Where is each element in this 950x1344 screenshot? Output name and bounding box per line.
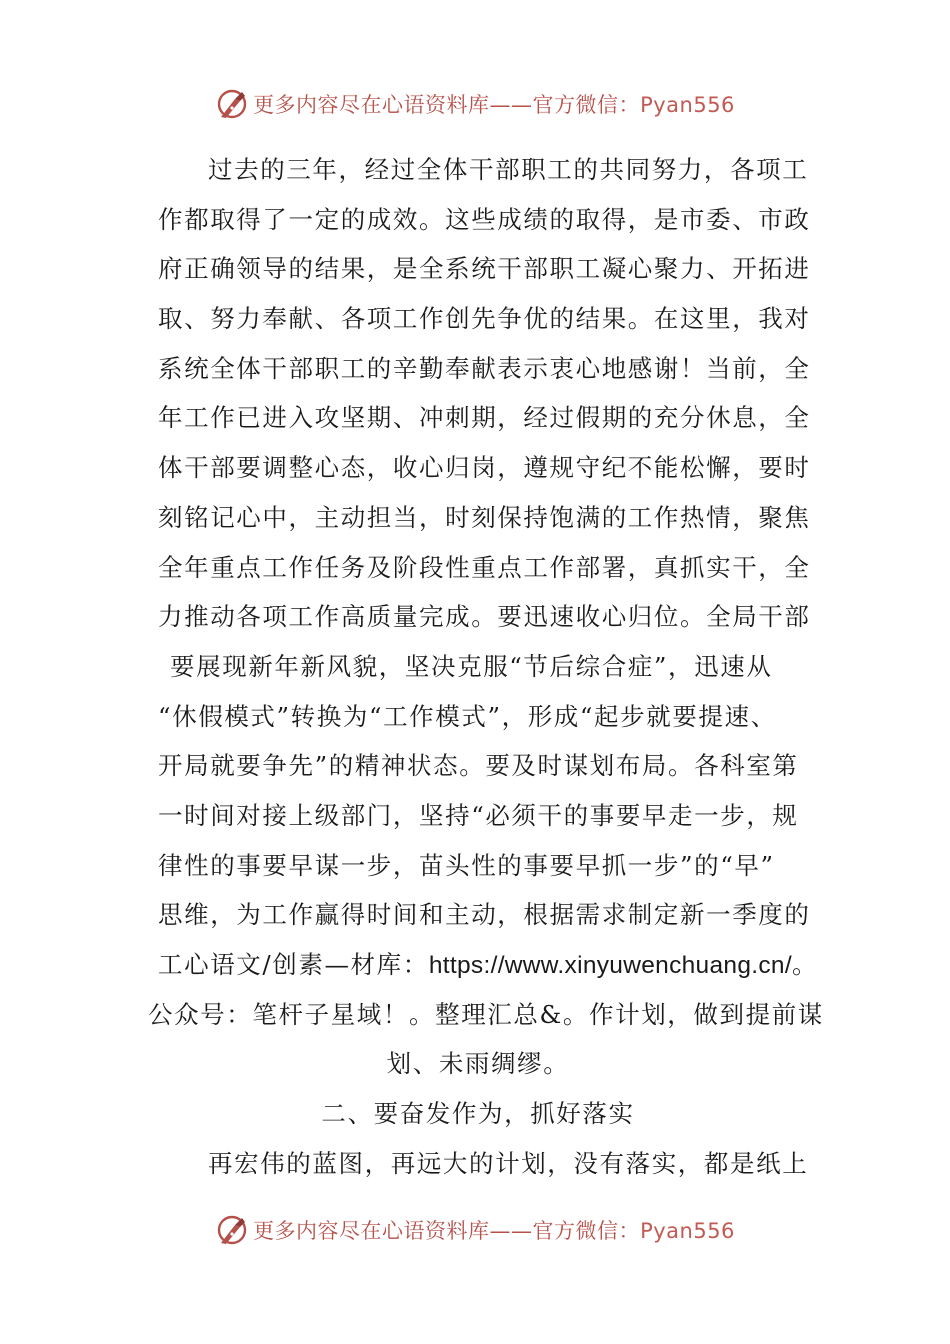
header-banner (0, 84, 950, 124)
text-line: 力推动各项工作高质量完成。要迅速收心归位。全局干部 (158, 602, 811, 632)
text-line: 要展现新年新风貌，坚决克服“节后综合症”，迅速从 (170, 651, 773, 681)
text-line: 取、努力奉献、各项工作创先争优的结果。在这里，我对 (158, 304, 811, 334)
text-line: 过去的三年，经过全体干部职工的共同努力，各项工 (208, 155, 809, 184)
watermark-url[interactable]: https://www.xinyuwenchuang.cn/ (428, 952, 792, 979)
text-line: 再宏伟的蓝图，再远大的计划，没有落实，都是纸上 (208, 1148, 809, 1178)
text-line: “休假模式”转换为“工作模式”，形成“起步就要提速、 (158, 701, 777, 731)
text-line: 全年重点工作任务及阶段性重点工作部署，真抓实干，全 (158, 552, 811, 582)
text-line: 刻铭记心中，主动担当，时刻保持饱满的工作热情，聚焦 (158, 502, 811, 532)
text-line: 开局就要争先”的精神状态。要及时谋划布局。各科室第 (158, 751, 799, 781)
text-line: 一时间对接上级部门，坚持“必须干的事要早走一步，规 (158, 800, 799, 830)
footer-banner (0, 1210, 950, 1250)
wechat-id: Pyan556 (640, 93, 735, 117)
pen-nib-icon (215, 1213, 249, 1247)
watermark-line (158, 940, 819, 990)
wechat-id: Pyan556 (640, 1219, 735, 1243)
text-line: 划、未雨绸缪。 (386, 1049, 570, 1079)
text-line: 体干部要调整心态，收心归岗，遵规守纪不能松懈，要时 (158, 453, 811, 483)
text-line: 公众号：笔杆子星域！。整理汇总&。作计划，做到提前谋 (148, 999, 824, 1029)
text-line: 年工作已进入攻坚期、冲刺期，经过假期的充分休息，全 (158, 403, 811, 433)
text-line: 府正确领导的结果，是全系统干部职工凝心聚力、开拓进 (158, 254, 811, 284)
text-line: 思维，为工作赢得时间和主动，根据需求制定新一季度的 (158, 900, 811, 930)
text-line: 作都取得了一定的成效。这些成绩的取得，是市委、市政 (158, 204, 811, 234)
watermark-prefix: 工心语文/创素—材库： (158, 950, 429, 979)
document-body (148, 145, 824, 1188)
banner-text: 更多内容尽在心语资料库——官方微信：Pyan556 (253, 93, 735, 117)
text-line: 系统全体干部职工的辛勤奉献表示衷心地感谢！当前，全 (158, 353, 811, 383)
section-heading: 二、要奋发作为，抓好落实 (321, 1099, 635, 1129)
text-line: 律性的事要早谋一步，苗头性的事要早抓一步”的“早” (158, 850, 775, 880)
banner-text: 更多内容尽在心语资料库——官方微信：Pyan556 (253, 1219, 735, 1243)
pen-nib-icon (215, 87, 249, 121)
watermark-suffix: 。 (791, 950, 819, 979)
